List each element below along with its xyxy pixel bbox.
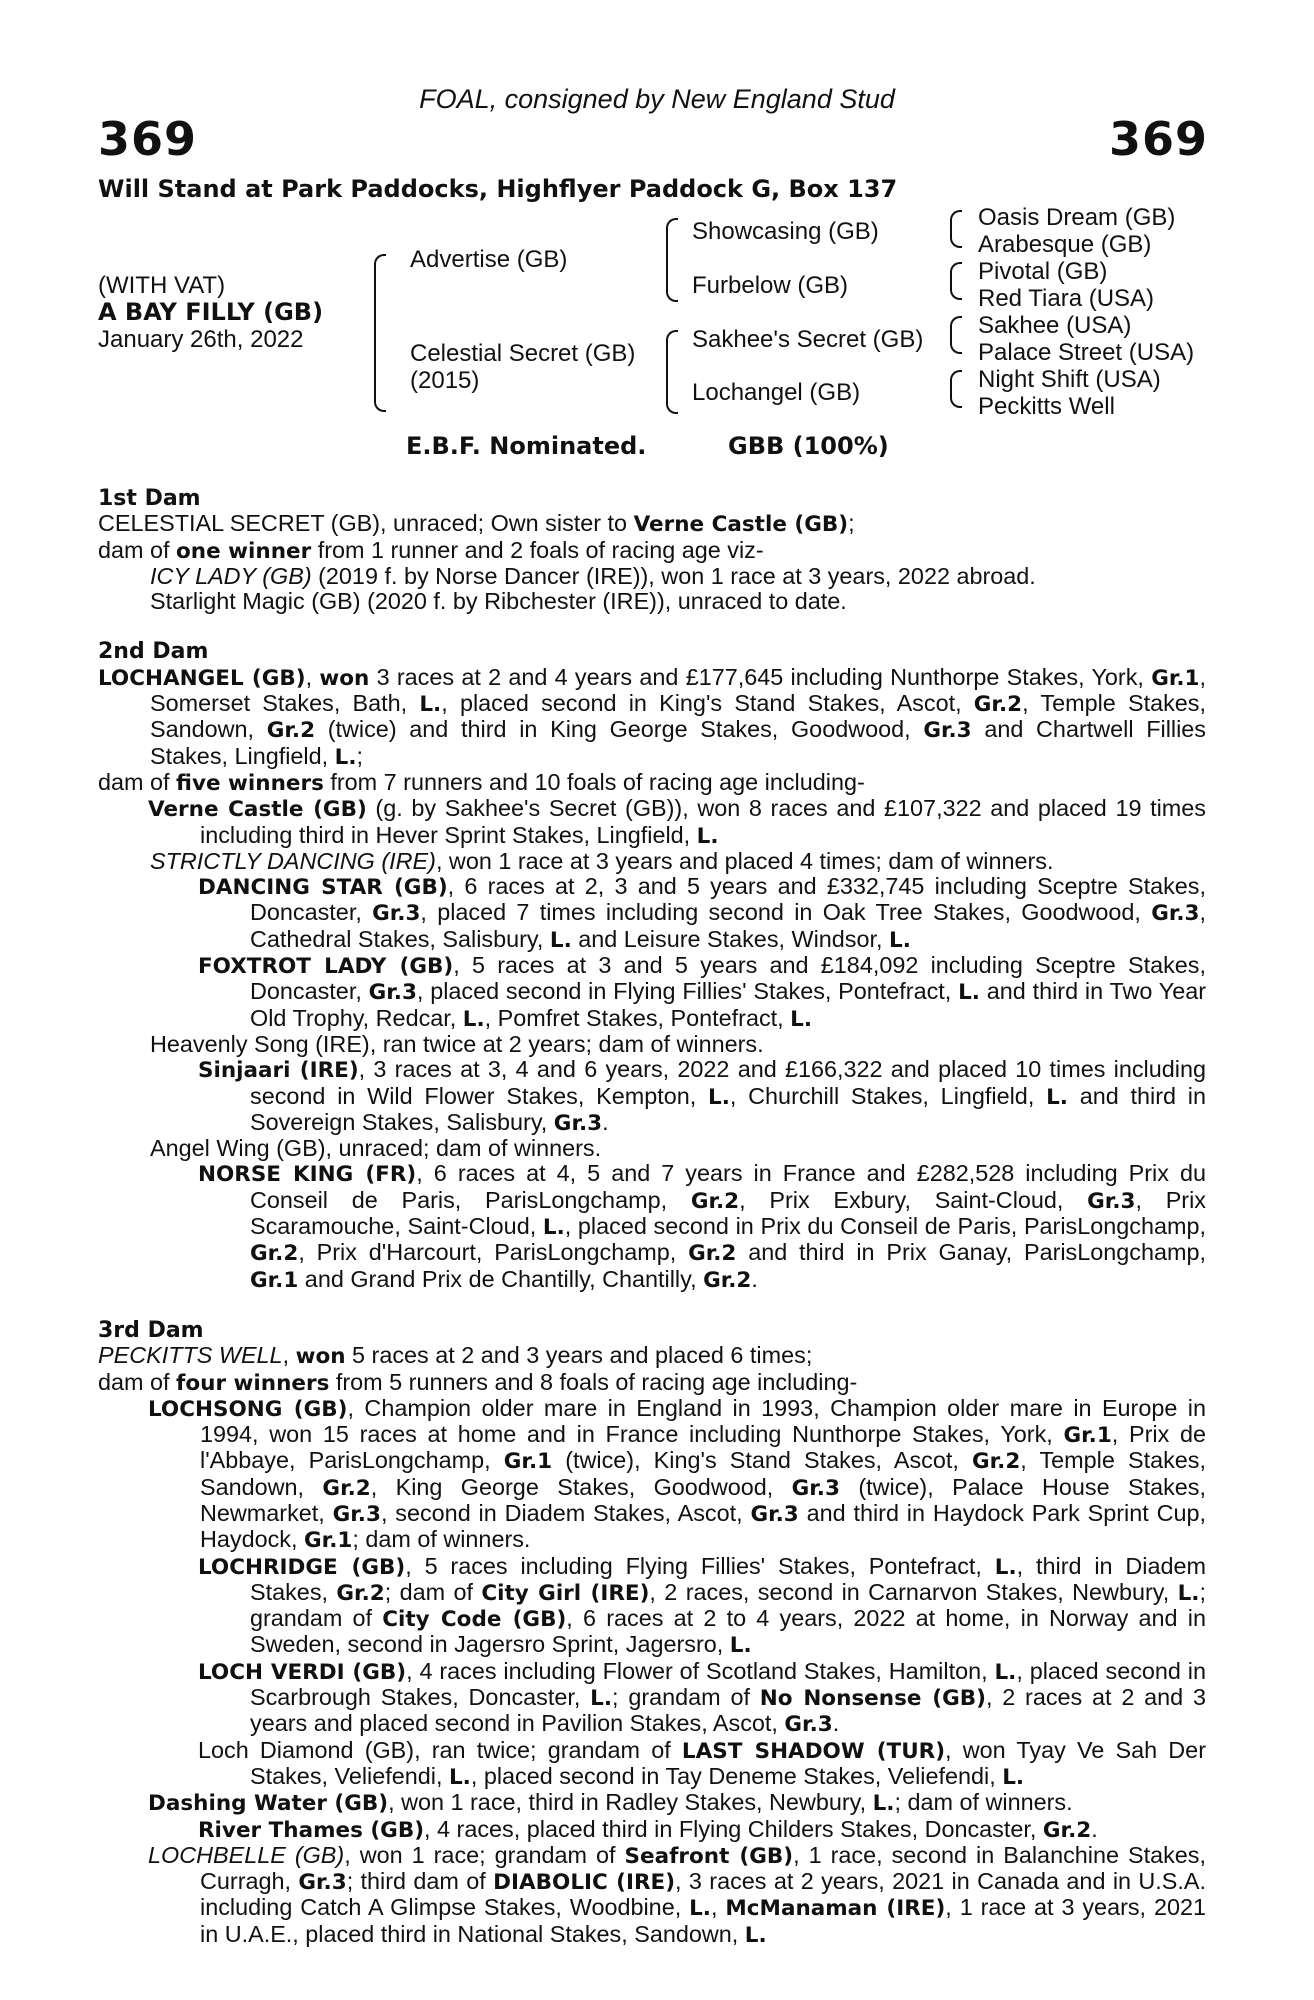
pedigree-g3: Pivotal (GB) — [978, 258, 1108, 285]
pedigree-g4: Red Tiara (USA) — [978, 285, 1155, 312]
pedigree-brace-g4 — [950, 370, 962, 408]
pedigree-brace-g3 — [950, 316, 962, 354]
ebf-nominated: E.B.F. Nominated. — [406, 432, 647, 460]
pedigree-g7: Night Shift (USA) — [978, 366, 1161, 393]
produce-foxtrot-lady: FOXTROT LADY (GB), 5 races at 3 and 5 years and £184,092 including Sceptre Stakes, Doncaster, Gr.3, placed second in Flying Fillies' Stakes, Pontefract, L. and third in Two Year Old Trophy, Redcar, L., Pomfret Stakes, Pontefract, L. — [198, 952, 1207, 1032]
gbb-percentage: GBB (100%) — [728, 432, 889, 460]
produce-icy-lady: ICY LADY (GB) (2019 f. by Norse Dancer (IRE)), won 1 race at 3 years, 2022 abroad. — [150, 562, 1036, 589]
produce-river-thames: River Thames (GB), 4 races, placed third in Flying Childers Stakes, Doncaster, Gr.2. — [198, 1815, 1098, 1843]
section-heading-2nd-dam: 2nd Dam — [98, 639, 209, 665]
second-dam-entry: LOCHANGEL (GB), won 3 races at 2 and 4 years and £177,645 including Nunthorpe Stakes, York, Gr.1, Somerset Stakes, Bath, L., placed second in King's Stand Stakes, Ascot, Gr.2, Temple Stakes, Sandown, Gr.2 (twice) and third in King George Stakes, Goodwood, Gr.3 and Chartwell Fillies Stakes, Lingfield, L.; — [98, 663, 1206, 770]
produce-loch-verdi: LOCH VERDI (GB), 4 races including Flower of Scotland Stakes, Hamilton, L., placed second in Scarbrough Stakes, Doncaster, L.; grandam of No Nonsense (GB), 2 races at 2 and 3 years and placed second in Pavilion Stakes, Ascot, Gr.3. — [198, 1657, 1207, 1738]
pedigree-g1: Oasis Dream (GB) — [978, 204, 1176, 231]
pedigree-sire-sire: Showcasing (GB) — [692, 218, 879, 245]
pedigree-brace-g1 — [950, 210, 962, 248]
date-of-birth: January 26th, 2022 — [98, 326, 304, 353]
pedigree-g2: Arabesque (GB) — [978, 231, 1152, 258]
produce-lochridge: LOCHRIDGE (GB), 5 races including Flying Fillies' Stakes, Pontefract, L., third in Diadem Stakes, Gr.2; dam of City Girl (IRE), 2 races, second in Carnarvon Stakes, Newbury, L.; grandam of City Code (GB), 6 races at 2 to 4 years, 2022 at home, in Norway and in Sweden, second in Jagersro Sprint, Jagersro, L. — [198, 1552, 1206, 1659]
lot-number-right: 369 — [1108, 112, 1208, 166]
horse-name: A BAY FILLY (GB) — [98, 298, 324, 326]
produce-loch-diamond: Loch Diamond (GB), ran twice; grandam of LAST SHADOW (TUR), won Tyay Ve Sah Der Stakes, Veliefendi, L., placed second in Tay Deneme Stakes, Veliefendi, L. — [198, 1736, 1206, 1790]
produce-lochbelle: LOCHBELLE (GB), won 1 race; grandam of Seafront (GB), 1 race, second in Balanchine Stakes, Curragh, Gr.3; third dam of DIABOLIC (IRE), 3 races at 2 years, 2021 in Canada and in U.S.A. including Catch A Glimpse Stakes, Woodbine, L., McManaman (IRE), 1 race at 3 years, 2021 in U.A.E., placed third in National Stakes, Sandown, L. — [148, 1841, 1207, 1948]
pedigree-brace-sire — [666, 218, 678, 302]
section-heading-1st-dam: 1st Dam — [98, 486, 201, 511]
section-heading-3rd-dam: 3rd Dam — [98, 1317, 204, 1343]
pedigree-g5: Sakhee (USA) — [978, 312, 1132, 339]
third-dam-produce-summary: dam of four winners from 5 runners and 8 foals of racing age including- — [98, 1368, 858, 1396]
produce-verne-castle: Verne Castle (GB) (g. by Sakhee's Secret (GB)), won 8 races and £107,322 and placed 19 times including third in Hever Sprint Stakes, Lingfield, L. — [148, 795, 1206, 849]
pedigree-brace-dam — [666, 330, 678, 414]
produce-dashing-water: Dashing Water (GB), won 1 race, third in Radley Stakes, Newbury, L.; dam of winners. — [148, 1789, 1073, 1817]
produce-sinjaari: Sinjaari (IRE), 3 races at 3, 4 and 6 years, 2022 and £166,322 and placed 10 times including second in Wild Flower Stakes, Kempton, L., Churchill Stakes, Lingfield, L. and third in Sovereign Stakes, Salisbury, Gr.3. — [198, 1056, 1206, 1136]
first-dam-produce-summary: dam of one winner from 1 runner and 2 foals of racing age viz- — [98, 536, 764, 564]
produce-norse-king: NORSE KING (FR), 6 races at 4, 5 and 7 years in France and £282,528 including Prix du Conseil de Paris, ParisLongchamp, Gr.2, Prix Exbury, Saint-Cloud, Gr.3, Prix Scaramouche, Saint-Cloud, L., placed second in Prix du Conseil de Paris, ParisLongchamp, Gr.2, Prix d'Harcourt, ParisLongchamp, Gr.2 and third in Prix Ganay, ParisLongchamp, Gr.1 and Grand Prix de Chantilly, Chantilly, Gr.2. — [198, 1160, 1206, 1293]
pedigree-sire: Advertise (GB) — [410, 246, 568, 273]
lot-number-left: 369 — [98, 112, 198, 166]
produce-angel-wing: Angel Wing (GB), unraced; dam of winners. — [150, 1135, 602, 1162]
pedigree-brace-g2 — [950, 262, 962, 300]
produce-lochsong: LOCHSONG (GB), Champion older mare in England in 1993, Champion older mare in Europe in 1994, won 15 races at home and in France including Nunthorpe Stakes, York, Gr.1, Prix de l'Abbaye, ParisLongchamp, Gr.1 (twice), King's Stand Stakes, Ascot, Gr.2, Temple Stakes, Sandown, Gr.2, King George Stakes, Goodwood, Gr.3 (twice), Palace House Stakes, Newmarket, Gr.3, second in Diadem Stakes, Ascot, Gr.3 and third in Haydock Park Sprint Cup, Haydock, Gr.1; dam of winners. — [148, 1394, 1207, 1554]
consignor-line: FOAL, consigned by New England Stud — [419, 84, 895, 114]
pedigree-g8: Peckitts Well — [978, 393, 1115, 420]
pedigree-g6: Palace Street (USA) — [978, 339, 1195, 366]
produce-heavenly-song: Heavenly Song (IRE), ran twice at 2 years; dam of winners. — [150, 1030, 764, 1057]
catalogue-body — [98, 486, 1206, 1948]
pedigree-dam: Celestial Secret (GB) — [410, 340, 636, 367]
produce-dancing-star: DANCING STAR (GB), 6 races at 2, 3 and 5 years and £332,745 including Sceptre Stakes, Doncaster, Gr.3, placed 7 times including second in Oak Tree Stakes, Goodwood, Gr.3, Cathedral Stakes, Salisbury, L. and Leisure Stakes, Windsor, L. — [198, 873, 1206, 953]
produce-starlight-magic: Starlight Magic (GB) (2020 f. by Ribchester (IRE)), unraced to date. — [150, 588, 847, 615]
pedigree-dam-year: (2015) — [410, 367, 480, 394]
second-dam-produce-summary: dam of five winners from 7 runners and 10 foals of racing age including- — [98, 768, 865, 796]
first-dam-entry: CELESTIAL SECRET (GB), unraced; Own sister to Verne Castle (GB); — [98, 510, 855, 538]
pedigree-brace-main — [374, 254, 386, 412]
pedigree-sire-dam: Furbelow (GB) — [692, 272, 849, 299]
pedigree-dam-dam: Lochangel (GB) — [692, 379, 861, 406]
vat-note: (WITH VAT) — [98, 272, 226, 299]
produce-strictly-dancing: STRICTLY DANCING (IRE), won 1 race at 3 years and placed 4 times; dam of winners. — [150, 847, 1054, 874]
third-dam-entry: PECKITTS WELL, won 5 races at 2 and 3 years and placed 6 times; — [98, 1342, 813, 1370]
stand-location: Will Stand at Park Paddocks, Highflyer Paddock G, Box 137 — [98, 175, 898, 203]
pedigree-dam-sire: Sakhee's Secret (GB) — [692, 326, 924, 353]
